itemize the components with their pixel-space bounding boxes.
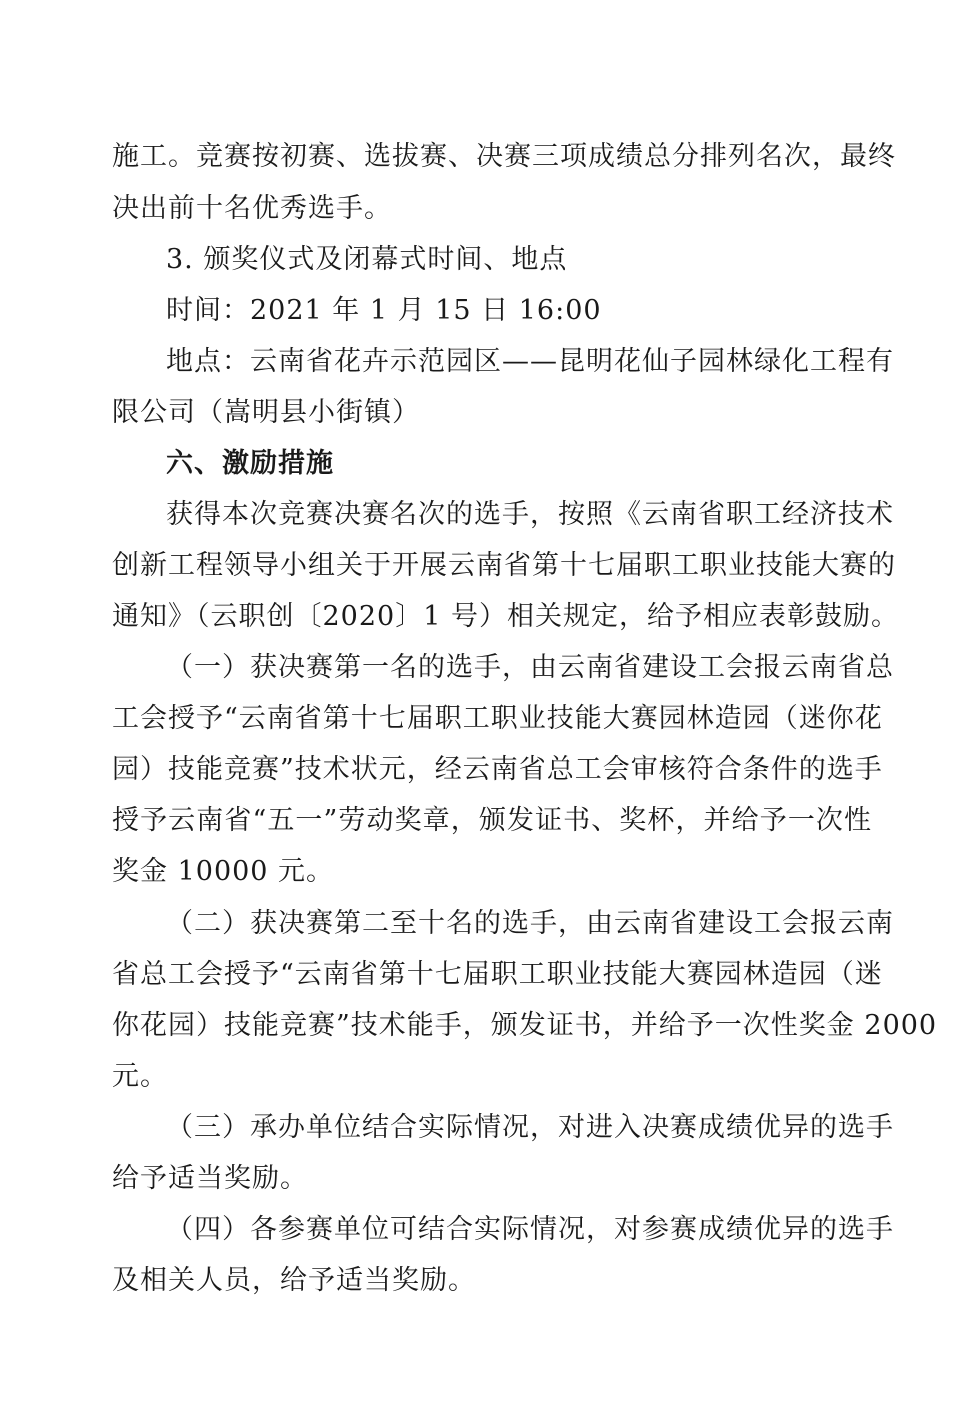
body-line-22: （四）各参赛单位可结合实际情况，对参赛成绩优异的选手 xyxy=(166,1214,894,1245)
body-line-9: 创新工程领导小组关于开展云南省第十七届职工职业技能大赛的 xyxy=(112,550,896,581)
body-line-19: 元。 xyxy=(112,1061,168,1092)
body-line-8: 获得本次竞赛决赛名次的选手，按照《云南省职工经济技术 xyxy=(166,499,894,530)
event-location-cont: 限公司（嵩明县小街镇） xyxy=(112,397,420,428)
body-line-23: 及相关人员，给予适当奖励。 xyxy=(112,1265,476,1296)
body-line-16: （二）获决赛第二至十名的选手，由云南省建设工会报云南 xyxy=(166,908,894,939)
body-line-18: 你花园）技能竞赛”技术能手，颁发证书，并给予一次性奖金 2000 xyxy=(112,1010,938,1041)
body-line-15: 奖金 10000 元。 xyxy=(112,856,335,887)
body-line-1: 施工。竞赛按初赛、选拔赛、决赛三项成绩总分排列名次，最终 xyxy=(112,141,896,172)
event-location: 地点：云南省花卉示范园区——昆明花仙子园林绿化工程有 xyxy=(166,346,894,377)
body-line-13: 园）技能竞赛”技术状元，经云南省总工会审核符合条件的选手 xyxy=(112,754,883,785)
body-line-14: 授予云南省“五一”劳动奖章，颁发证书、奖杯，并给予一次性 xyxy=(112,805,872,836)
body-line-2: 决出前十名优秀选手。 xyxy=(112,193,392,224)
body-line-10: 通知》（云职创〔2020〕1 号）相关规定，给予相应表彰鼓励。 xyxy=(112,601,899,632)
body-line-21: 给予适当奖励。 xyxy=(112,1163,308,1194)
event-time: 时间：2021 年 1 月 15 日 16:00 xyxy=(166,295,602,326)
body-line-17: 省总工会授予“云南省第十七届职工职业技能大赛园林造园（迷 xyxy=(112,959,883,990)
body-line-20: （三）承办单位结合实际情况，对进入决赛成绩优异的选手 xyxy=(166,1112,894,1143)
body-line-11: （一）获决赛第一名的选手，由云南省建设工会报云南省总 xyxy=(166,652,894,683)
body-line-12: 工会授予“云南省第十七届职工职业技能大赛园林造园（迷你花 xyxy=(112,703,883,734)
section-heading: 六、激励措施 xyxy=(166,448,334,479)
section-subtitle: 3. 颁奖仪式及闭幕式时间、地点 xyxy=(166,244,568,275)
